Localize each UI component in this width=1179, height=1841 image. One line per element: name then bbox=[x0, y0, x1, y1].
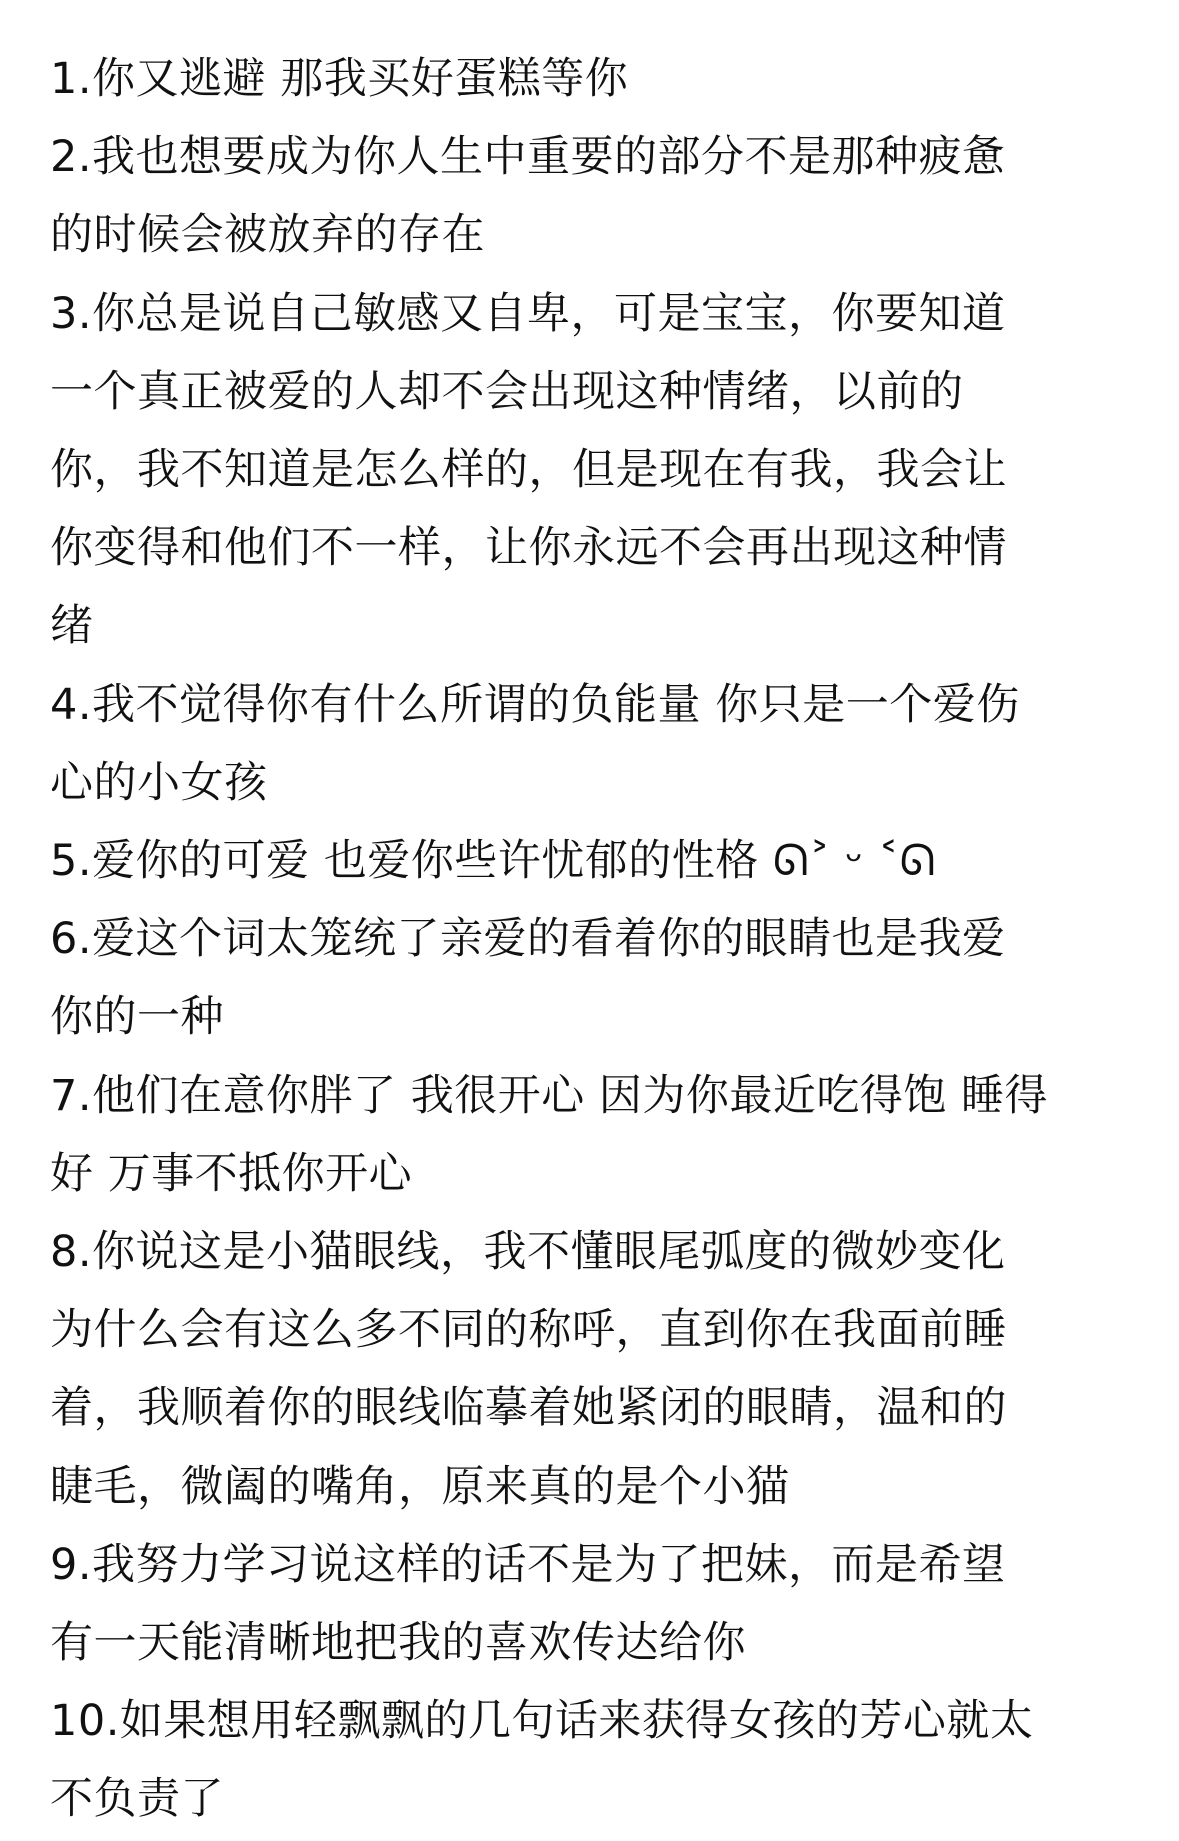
list-item-4 bbox=[50, 666, 1140, 822]
list-item-6 bbox=[50, 900, 1140, 1056]
line: 的时候会被放弃的存在 bbox=[50, 210, 485, 261]
line: 着，我顺着你的眼线临摹着她紧闭的眼睛，温和的 bbox=[50, 1383, 1007, 1434]
line: 2.我也想要成为你人生中重要的部分不是那种疲惫 bbox=[50, 132, 1006, 183]
text-document bbox=[50, 40, 1140, 1839]
list-item-1 bbox=[50, 40, 1140, 118]
line: 10.如果想用轻飘飘的几句话来获得女孩的芳心就太 bbox=[50, 1696, 1034, 1747]
list-item-3 bbox=[50, 275, 1140, 666]
list-item-2 bbox=[50, 118, 1140, 274]
line: 绪 bbox=[50, 601, 94, 652]
line: 6.爱这个词太笼统了亲爱的看着你的眼睛也是我爱 bbox=[50, 914, 1006, 965]
line: 心的小女孩 bbox=[50, 757, 268, 808]
line: 你的一种 bbox=[50, 992, 224, 1043]
line: 不负责了 bbox=[50, 1774, 224, 1825]
line: 一个真正被爱的人却不会出现这种情绪，以前的 bbox=[50, 366, 964, 417]
line: 有一天能清晰地把我的喜欢传达给你 bbox=[50, 1618, 746, 1669]
list-item-9 bbox=[50, 1526, 1140, 1682]
line: 3.你总是说自己敏感又自卑，可是宝宝，你要知道 bbox=[50, 288, 1006, 339]
line: 7.他们在意你胖了 我很开心 因为你最近吃得饱 睡得 bbox=[50, 1070, 1049, 1121]
line: 5.爱你的可爱 也爱你些许忧郁的性格 ᘏ˃ ᵕ ˂ᘏ bbox=[50, 836, 936, 887]
line: 好 万事不抵你开心 bbox=[50, 1148, 413, 1199]
line: 为什么会有这么多不同的称呼，直到你在我面前睡 bbox=[50, 1305, 1007, 1356]
list-item-5 bbox=[50, 822, 1140, 900]
list-item-10 bbox=[50, 1682, 1140, 1838]
line: 你，我不知道是怎么样的，但是现在有我，我会让 bbox=[50, 445, 1007, 496]
line: 9.我努力学习说这样的话不是为了把妹，而是希望 bbox=[50, 1539, 1006, 1590]
line: 1.你又逃避 那我买好蛋糕等你 bbox=[50, 54, 629, 104]
line: 睫毛，微阖的嘴角，原来真的是个小猫 bbox=[50, 1461, 790, 1512]
line: 4.我不觉得你有什么所谓的负能量 你只是一个爱伤 bbox=[50, 679, 1020, 730]
line: 你变得和他们不一样，让你永远不会再出现这种情 bbox=[50, 523, 1007, 574]
list-item-7 bbox=[50, 1057, 1140, 1213]
line: 8.你说这是小猫眼线，我不懂眼尾弧度的微妙变化 bbox=[50, 1227, 1006, 1278]
list-item-8 bbox=[50, 1213, 1140, 1526]
